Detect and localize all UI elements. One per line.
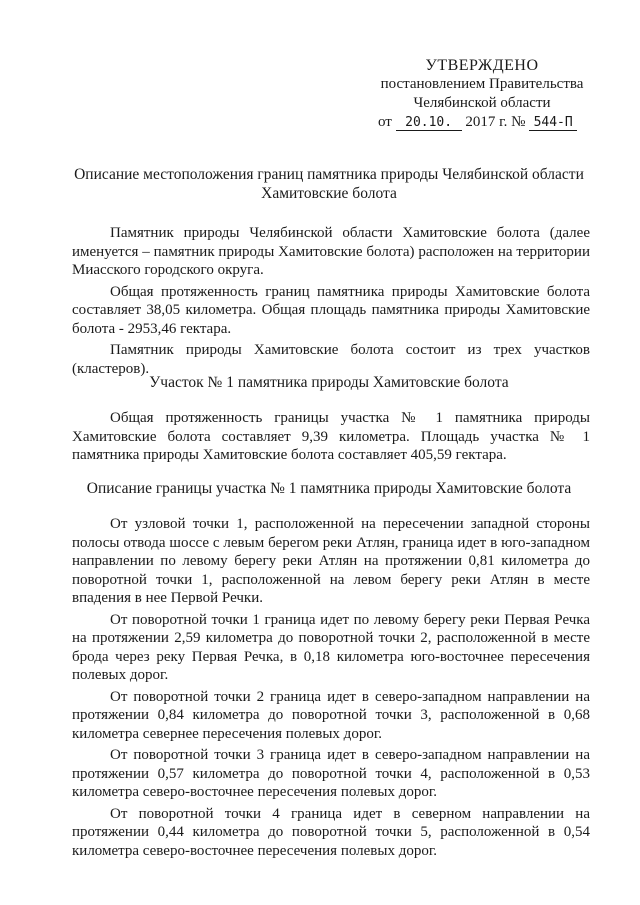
approval-line-2: Челябинской области — [413, 95, 551, 111]
intro-paragraph-1: Памятник природы Челябинской области Хамитовские болота (далее именуется – памятник природы Хамитовские болота) расположен на территории Миасского городского округа. — [72, 225, 590, 278]
approval-date-line — [372, 113, 592, 132]
boundary-paragraph-2: От поворотной точки 1 граница идет по левому берегу реки Первая Речка на протяжении 2,59 километра до поворотной точки 2, расположенной в месте брода через реку Первая Речка, в 0,18 километра юго-восточнее пересечения полевых дорог. — [72, 611, 590, 683]
section1-paragraph: Общая протяженность границы участка № 1 памятника природы Хамитовские болота составляет 9,39 километра. Площадь участка № 1 памятника природы Хамитовские болота составляет 405,59 гектара. — [72, 410, 590, 463]
date-field: 20.10. — [396, 116, 462, 131]
boundary-paragraph-1: От узловой точки 1, расположенной на пересечении западной стороны полосы отвода шоссе с левым берегом реки Атлян, граница идет в юго-западном направлении по левому берегу реки Атлян на протяжении 0,81 километра до поворотной точки 1, расположенной на левом берегу реки Атлян в месте впадения в нее Первой Речки. — [72, 516, 590, 606]
date-prefix: от — [378, 114, 392, 130]
approved-label: УТВЕРЖДЕНО — [425, 57, 539, 74]
boundary-paragraph-4: От поворотной точки 3 граница идет в северо-западном направлении на протяжении 0,57 километра до поворотной точки 4, расположенной в 0,53 километра северо-восточнее пересечения полевых дорог. — [72, 747, 590, 800]
document-title — [60, 165, 598, 203]
section1-heading: Участок № 1 памятника природы Хамитовские болота — [149, 374, 509, 391]
decree-number-field: 544-П — [529, 116, 577, 131]
approval-stamp — [372, 56, 592, 132]
approval-line-1: постановлением Правительства — [380, 76, 584, 92]
title-line-2: Хамитовские болота — [261, 185, 397, 202]
section1-block — [72, 409, 590, 468]
section2-heading: Описание границы участка № 1 памятника природы Хамитовские болота — [86, 480, 572, 497]
intro-paragraph-2: Общая протяженность границ памятника природы Хамитовские болота составляет 38,05 километра. Общая площадь памятника природы Хамитовские болота - 2953,46 гектара. — [72, 283, 590, 337]
intro-paragraph-3: Памятник природы Хамитовские болота состоит из трех участков (кластеров). — [72, 342, 590, 377]
year-label: 2017 г. № — [465, 114, 526, 130]
boundary-paragraph-5: От поворотной точки 4 граница идет в северном направлении на протяжении 0,44 километра до поворотной точки 5, расположенной в 0,54 километра северо-восточнее пересечения полевых дорог. — [72, 805, 590, 859]
title-line-1: Описание местоположения границ памятника природы Челябинской области — [74, 166, 584, 183]
intro-block — [72, 224, 590, 381]
boundary-paragraph-3: От поворотной точки 2 граница идет в северо-западном направлении на протяжении 0,84 километра до поворотной точки 3, расположенной в 0,68 километра севернее пересечения полевых дорог. — [72, 688, 590, 742]
section2-block — [72, 515, 590, 863]
